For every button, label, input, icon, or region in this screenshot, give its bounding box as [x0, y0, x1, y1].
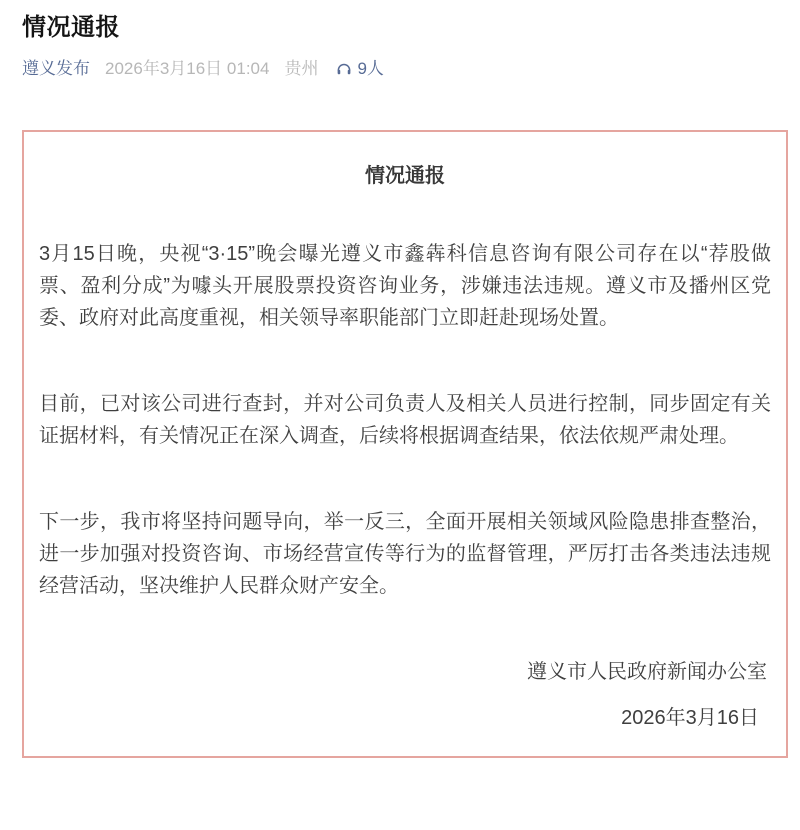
notice-date: 2026年3月16日 [621, 707, 759, 729]
notice-paragraph-1: 3月15日晚，央视“3·15”晚会曝光遵义市鑫犇科信息咨询有限公司存在以“荐股做票、盈利分成”为噱头开展股票投资咨询业务，涉嫌违法违规。遵义市及播州区党委、政府对此高度重视，相关领导率职能部门立即赶赴现场处置。 [39, 243, 771, 329]
notice-signature: 遵义市人民政府新闻办公室 [527, 661, 767, 683]
headphones-icon [335, 60, 353, 78]
notice-title: 情况通报 [365, 165, 445, 187]
byline [22, 58, 800, 80]
publish-datetime: 2026年3月16日 01:04 [105, 59, 270, 78]
notice-paragraph-3: 下一步，我市将坚持问题导向，举一反三，全面开展相关领域风险隐患排查整治，进一步加强对投资咨询、市场经营宣传等行为的监督管理，严厉打击各类违法违规经营活动，坚决维护人民群众财产安全。 [39, 511, 771, 597]
listen-button[interactable] [335, 58, 383, 80]
publisher-link[interactable]: 遵义发布 [22, 59, 90, 78]
publish-location: 贵州 [284, 59, 319, 78]
notice-box [22, 130, 788, 758]
listener-count: 9人 [357, 59, 384, 78]
article-page [0, 14, 800, 830]
notice-paragraph-2: 目前，已对该公司进行查封，并对公司负责人及相关人员进行控制，同步固定有关证据材料，有关情况正在深入调查，后续将根据调查结果，依法依规严肃处理。 [39, 393, 771, 447]
page-title: 情况通报 [22, 14, 120, 41]
